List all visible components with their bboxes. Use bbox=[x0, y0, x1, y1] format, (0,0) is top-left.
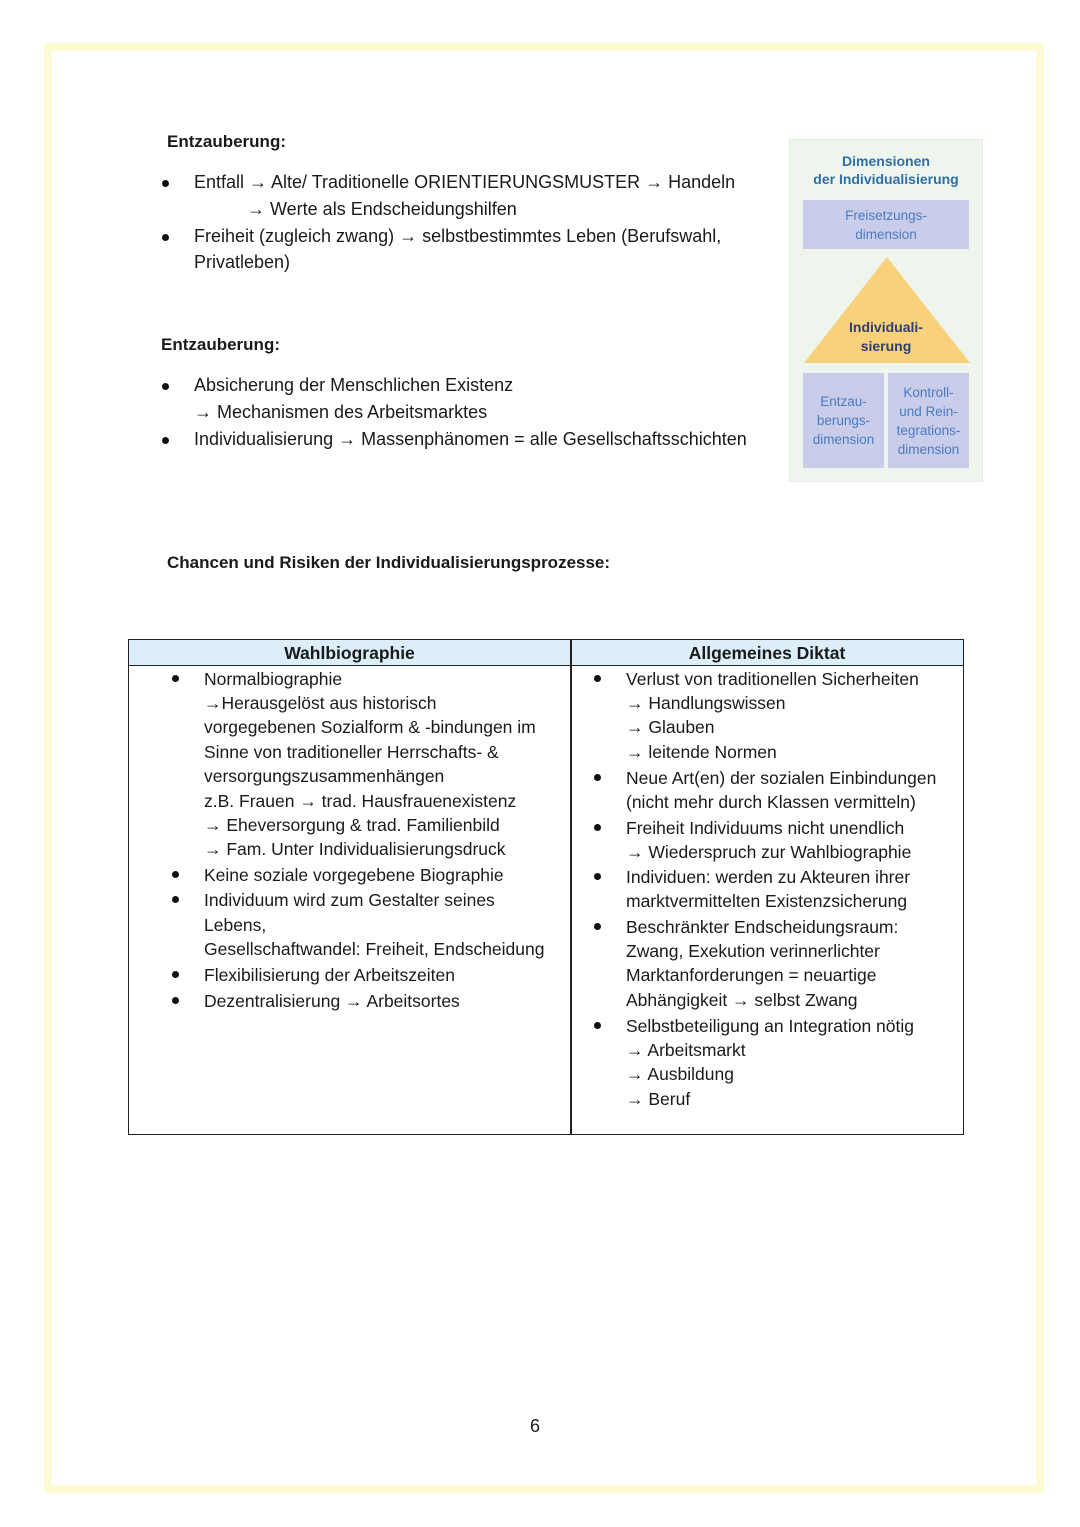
section2-item2-line1: Individualisierung → Massenphänomen = alle Gesellschaftsschichten bbox=[194, 429, 747, 449]
section1-item1-line1: Entfall → Alte/ Traditionelle ORIENTIERUNGSMUSTER → Handeln bbox=[194, 172, 736, 192]
entzauberung-line2: berungs- bbox=[816, 413, 871, 428]
center-line2: sierung bbox=[860, 338, 912, 354]
right-cell-line: Freiheit Individuums nicht unendlich bbox=[626, 818, 905, 838]
freisetzung-line2: dimension bbox=[855, 226, 917, 242]
bullet-dot bbox=[172, 971, 179, 978]
entzauberung-line1: Entzau- bbox=[820, 394, 867, 409]
section2-item1-line1: Absicherung der Menschlichen Existenz bbox=[194, 375, 514, 395]
kontroll-line3: tegrations- bbox=[896, 422, 961, 438]
table-column-divider bbox=[570, 640, 572, 1134]
left-cell-line: → Fam. Unter Individualisierungsdruck bbox=[204, 839, 506, 859]
diagram-title-line1: Dimensionen bbox=[842, 153, 930, 169]
right-cell-line: Marktanforderungen = neuartige bbox=[626, 965, 877, 985]
left-cell-line: vorgegebenen Sozialform & -bindungen im bbox=[204, 717, 536, 737]
freisetzung-box bbox=[803, 200, 969, 249]
left-cell-line: Dezentralisierung → Arbeitsortes bbox=[204, 991, 460, 1011]
right-cell-line: → Handlungswissen bbox=[626, 693, 786, 713]
left-cell-line: →Herausgelöst aus historisch bbox=[204, 693, 437, 713]
kontroll-line4: dimension bbox=[897, 441, 960, 457]
section3-heading: Chancen und Risiken der Individualisierungsprozesse: bbox=[167, 553, 611, 572]
right-cell-line: (nicht mehr durch Klassen vermitteln) bbox=[626, 792, 916, 812]
right-cell-line: → Glauben bbox=[626, 717, 715, 737]
bullet-dot bbox=[594, 1022, 601, 1029]
kontroll-box bbox=[888, 373, 969, 468]
bullet-dot bbox=[162, 180, 169, 187]
right-cell-line: Individuen: werden zu Akteuren ihrer bbox=[626, 867, 911, 887]
table-header-diktat: Allgemeines Diktat bbox=[688, 643, 846, 663]
freisetzung-line1: Freisetzungs- bbox=[845, 207, 927, 223]
right-cell-line: Verlust von traditionellen Sicherheiten bbox=[626, 669, 919, 689]
table-header-wahlbiographie: Wahlbiographie bbox=[284, 643, 415, 663]
entzauberung-box bbox=[803, 373, 884, 468]
right-cell-line: Beschränkter Endscheidungsraum: bbox=[626, 917, 899, 937]
section2-heading: Entzauberung: bbox=[161, 335, 280, 354]
kontroll-line2: und Rein- bbox=[899, 403, 958, 419]
right-cell-line: → Ausbildung bbox=[626, 1064, 734, 1084]
diagram-title bbox=[790, 152, 982, 188]
bullet-dot bbox=[162, 234, 169, 241]
kontroll-line1: Kontroll- bbox=[903, 384, 954, 400]
right-cell-line: → leitende Normen bbox=[626, 742, 777, 762]
bullet-dot bbox=[594, 873, 601, 880]
bullet-dot bbox=[172, 675, 179, 682]
right-cell-line: → Arbeitsmarkt bbox=[626, 1040, 746, 1060]
page-number: 6 bbox=[530, 1416, 541, 1436]
table-header-row bbox=[129, 640, 963, 666]
section1-item2-line1: Freiheit (zugleich zwang) → selbstbestimmtes Leben (Berufswahl, bbox=[194, 226, 722, 246]
left-cell-line: versorgungszusammenhängen bbox=[204, 766, 445, 786]
left-cell-line: Flexibilisierung der Arbeitszeiten bbox=[204, 965, 455, 985]
left-cell-line: z.B. Frauen → trad. Hausfrauenexistenz bbox=[204, 791, 517, 811]
left-cell-line: Individuum wird zum Gestalter seines bbox=[204, 890, 495, 910]
section2-item1-line2: → Mechanismen des Arbeitsmarktes bbox=[194, 402, 488, 422]
bullet-dot bbox=[594, 923, 601, 930]
section1-heading: Entzauberung: bbox=[167, 132, 286, 151]
bullet-dot bbox=[162, 383, 169, 390]
bullet-dot bbox=[594, 824, 601, 831]
center-line1: Individuali- bbox=[849, 319, 923, 335]
bullet-dot bbox=[172, 997, 179, 1004]
entzauberung-line3: dimension bbox=[812, 432, 875, 447]
individualization-diagram bbox=[789, 139, 983, 482]
left-cell-line: → Eheversorgung & trad. Familienbild bbox=[204, 815, 500, 835]
right-cell-line: Abhängigkeit → selbst Zwang bbox=[626, 990, 858, 1010]
bullet-dot bbox=[162, 437, 169, 444]
bullet-dot bbox=[172, 896, 179, 903]
left-cell-line: Lebens, bbox=[204, 915, 267, 935]
diagram-title-line2: der Individualisierung bbox=[813, 171, 959, 187]
bullet-dot bbox=[594, 774, 601, 781]
right-cell-line: marktvermittelten Existenzsicherung bbox=[626, 891, 908, 911]
right-cell-line: → Beruf bbox=[626, 1089, 691, 1109]
right-cell-line: Zwang, Exekution verinnerlichter bbox=[626, 941, 880, 961]
left-cell-line: Normalbiographie bbox=[204, 669, 343, 689]
right-cell-line: Selbstbeteiligung an Integration nötig bbox=[626, 1016, 914, 1036]
left-cell-line: Gesellschaftwandel: Freiheit, Endscheidung bbox=[204, 939, 545, 959]
left-cell-line: Keine soziale vorgegebene Biographie bbox=[204, 865, 504, 885]
triangle-label bbox=[820, 318, 952, 356]
section1-item1-line2: → Werte als Endscheidungshilfen bbox=[247, 199, 517, 219]
bullet-dot bbox=[172, 871, 179, 878]
left-cell-line: Sinne von traditioneller Herrschafts- & bbox=[204, 742, 499, 762]
section1-item2-line2: Privatleben) bbox=[194, 252, 291, 272]
right-cell-line: Neue Art(en) der sozialen Einbindungen bbox=[626, 768, 937, 788]
bullet-dot bbox=[594, 675, 601, 682]
right-cell-line: → Wiederspruch zur Wahlbiographie bbox=[626, 842, 912, 862]
